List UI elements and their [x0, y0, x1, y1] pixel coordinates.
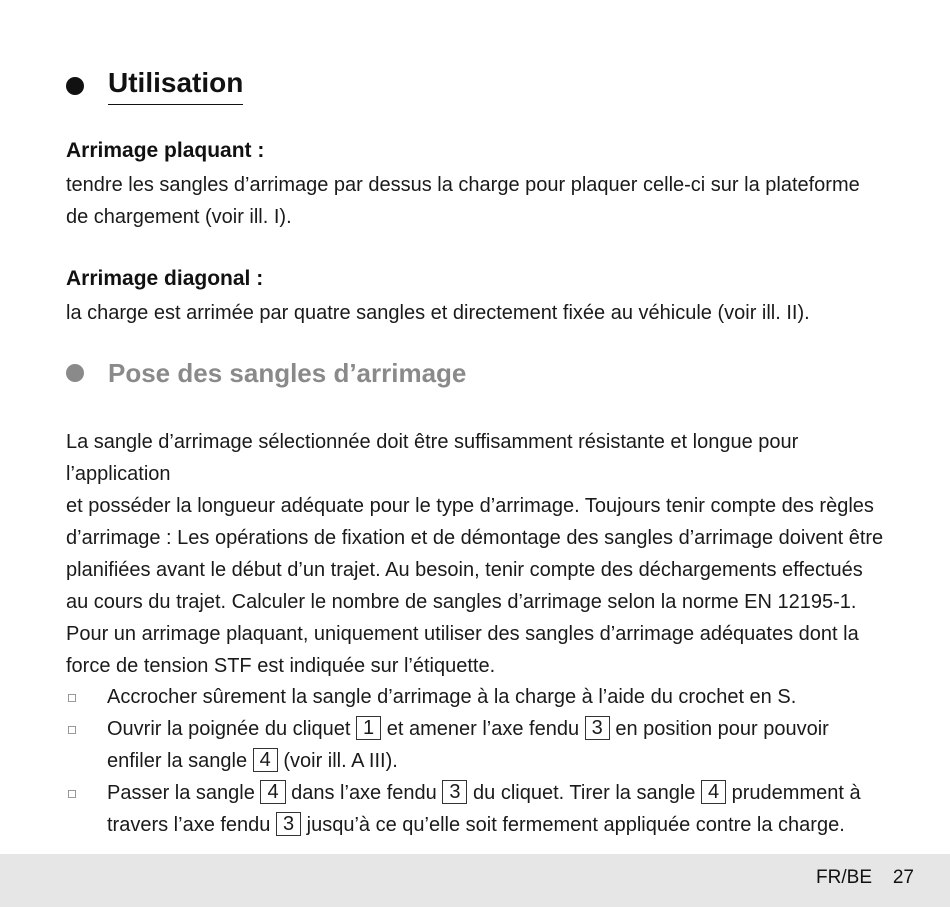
part-ref-box: 4: [701, 780, 726, 804]
checkbox-icon: [68, 694, 76, 702]
part-ref-box: 4: [260, 780, 285, 804]
subsection-title-plaquant: Arrimage plaquant :: [66, 139, 265, 162]
paragraph-diagonal: la charge est arrimée par quatre sangles et directement fixée au véhicule (voir ill. II).: [66, 302, 810, 324]
part-ref-box: 3: [442, 780, 467, 804]
subsection-heading-title: Pose des sangles d’arrimage: [108, 358, 467, 388]
part-ref-box: 3: [585, 716, 610, 740]
page-footer: [0, 854, 950, 907]
checkbox-icon: [68, 726, 76, 734]
section-title: Utilisation: [108, 66, 243, 105]
part-ref-box: 3: [276, 812, 301, 836]
checkbox-icon: [68, 790, 76, 798]
paragraph-plaquant: tendre les sangles d’arrimage par dessus la charge pour plaquer celle-ci sur la plateforme de chargement (voir ill. I).: [66, 174, 860, 228]
language-code: FR/BE: [816, 867, 872, 888]
list-item: Passer la sangle 4 dans l’axe fendu 3 du cliquet. Tirer la sangle 4 prudemment à travers l’axe fendu 3 jusqu’à ce qu’elle soit fermement appliquée contre la charge.: [66, 777, 896, 841]
part-ref-box: 4: [253, 748, 278, 772]
section-heading: [66, 66, 243, 105]
list-item: Accrocher sûrement la sangle d’arrimage à la charge à l’aide du crochet en S.: [66, 681, 896, 713]
subsection-heading: [66, 356, 466, 390]
bullet-icon: [66, 77, 84, 95]
intro-paragraph: La sangle d’arrimage sélectionnée doit être suffisamment résistante et longue pour l’application et posséder la longueur adéquate pour le type d’arrimage. Toujours tenir compte des règles d’arrimage : Les opérations de fixation et de démontage des sangles d’arrimage doivent être planifiées avant le début d’un trajet. Au besoin, tenir compte des déchargements effectués au cours du trajet. Calculer le nombre de sangles d’arrimage selon la norme EN 12195-1. Pour un arrimage plaquant, uniquement utiliser des sangles d’arrimage adéquates dont la force de tension STF est indiquée sur l’étiquette.: [66, 431, 884, 677]
bullet-icon: [66, 364, 84, 382]
subsection-title-diagonal: Arrimage diagonal :: [66, 267, 264, 290]
list-item: Ouvrir la poignée du cliquet 1 et amener l’axe fendu 3 en position pour pouvoir enfiler la sangle 4 (voir ill. A III).: [66, 713, 896, 777]
step-list: [66, 681, 896, 841]
part-ref-box: 1: [356, 716, 381, 740]
page-number: 27: [892, 867, 914, 888]
